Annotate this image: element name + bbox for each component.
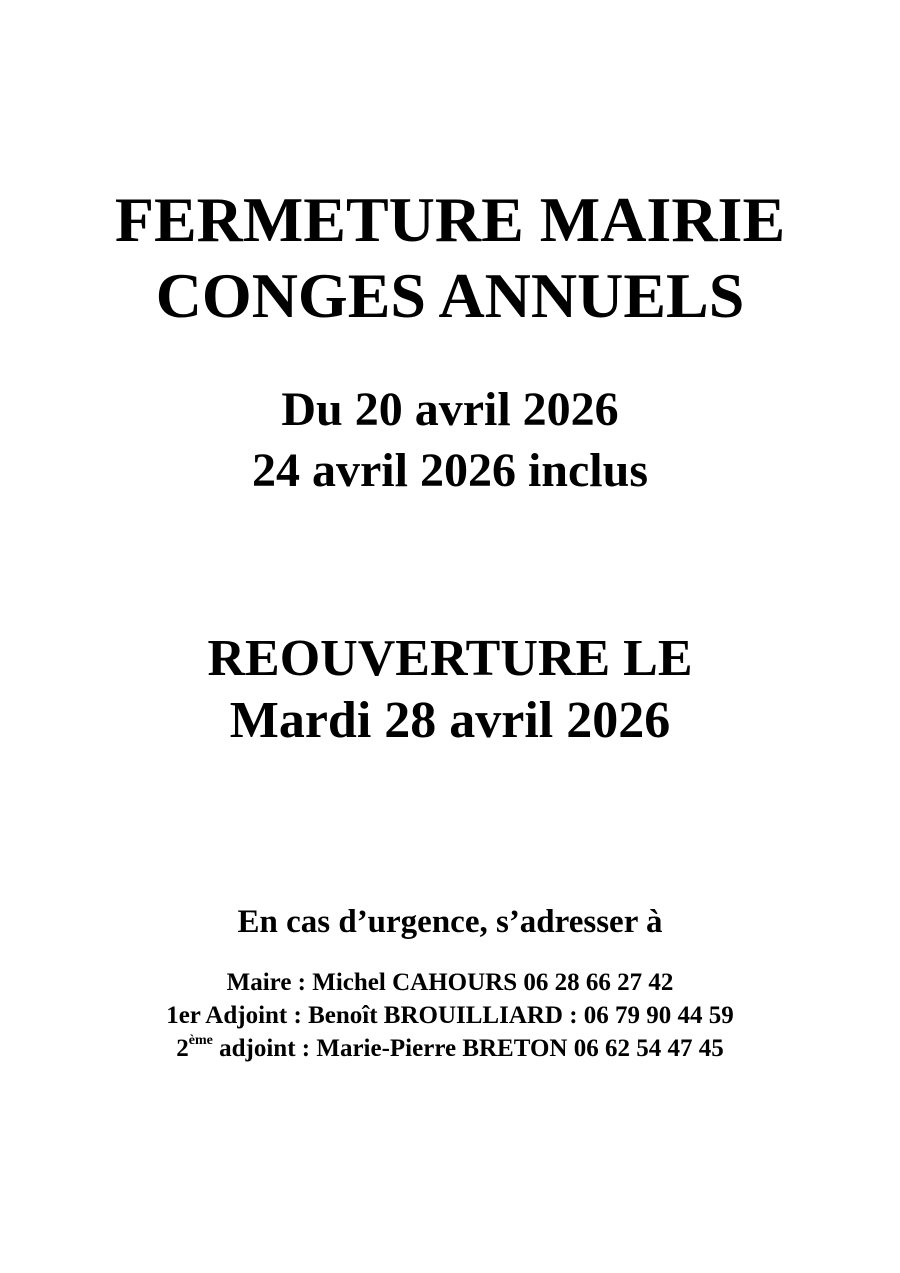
deputy-number: 2: [176, 1035, 189, 1062]
contact-mayor: Maire : Michel CAHOURS 06 28 66 27 42: [226, 969, 674, 996]
title-line-1: FERMETURE MAIRIE: [114, 184, 786, 255]
contact-second-deputy: [0, 1033, 900, 1062]
deputy-details: adjoint : Marie-Pierre BRETON 06 62 54 47 45: [212, 1035, 724, 1062]
ordinal-suffix: ème: [188, 1033, 213, 1048]
title-line-2: CONGES ANNUELS: [155, 260, 745, 331]
closure-start-date: Du 20 avril 2026: [281, 383, 619, 436]
reopening-date: Mardi 28 avril 2026: [229, 692, 671, 749]
emergency-heading: En cas d’urgence, s’adresser à: [237, 904, 663, 940]
contact-first-deputy: 1er Adjoint : Benoît BROUILLIARD : 06 79 90 44 59: [166, 1002, 734, 1029]
closure-end-date: 24 avril 2026 inclus: [251, 444, 649, 497]
reopening-label: REOUVERTURE LE: [207, 630, 693, 687]
